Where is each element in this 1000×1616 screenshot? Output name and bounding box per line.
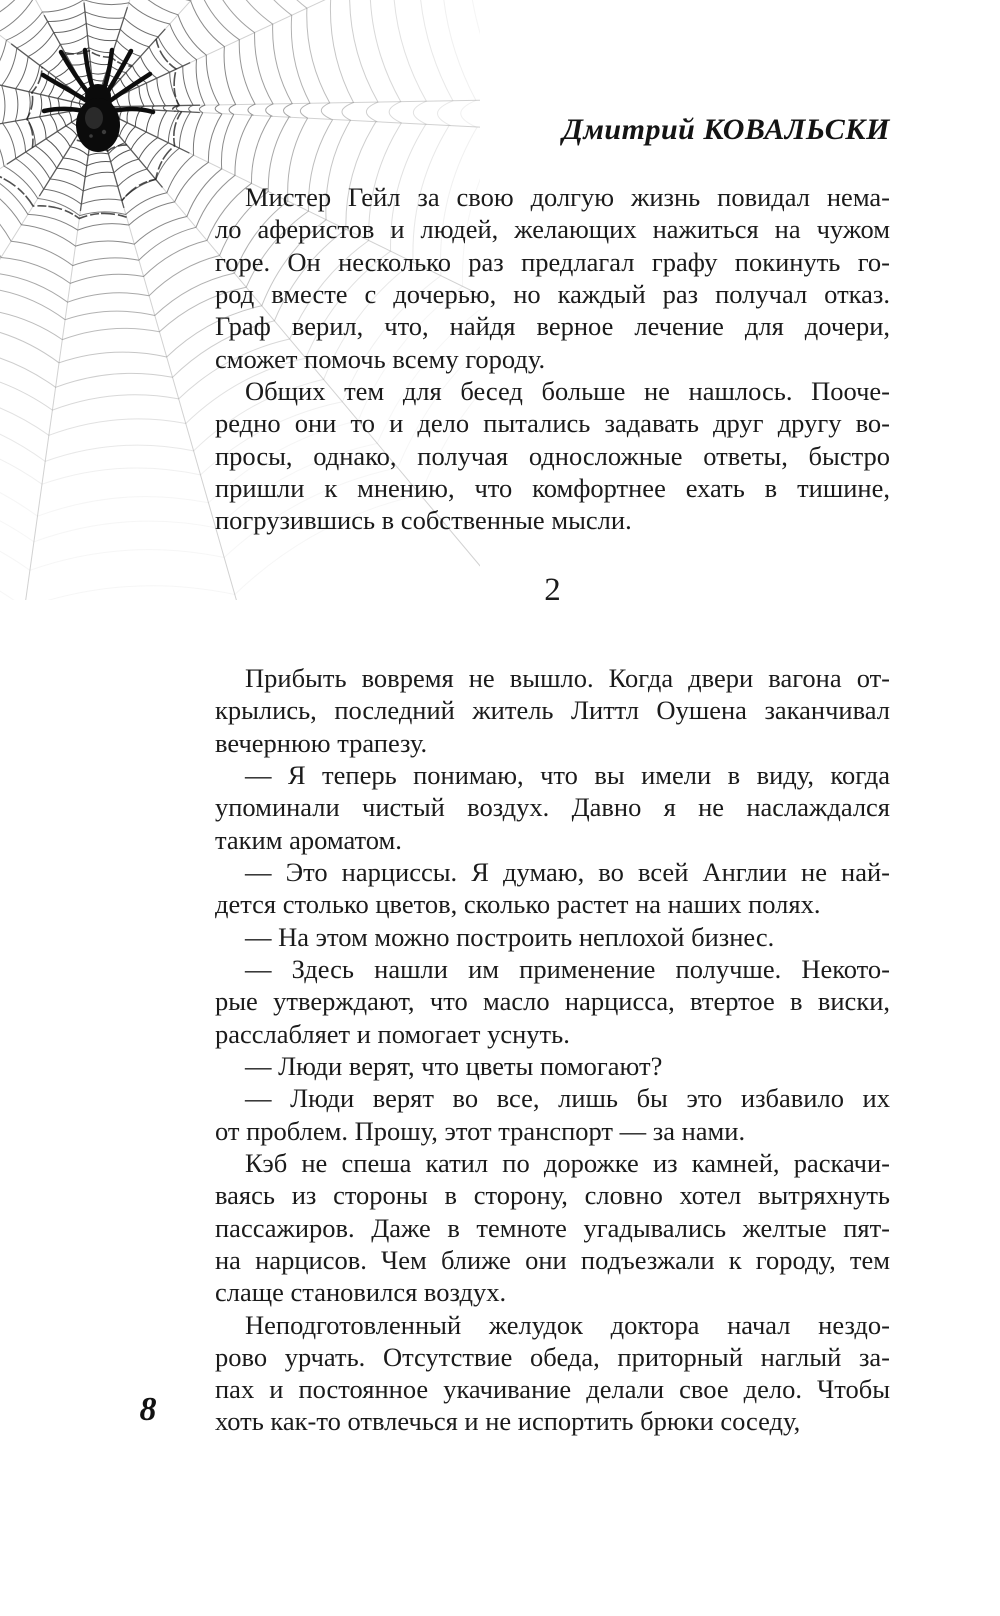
paragraph [215, 1309, 890, 1438]
paragraph [215, 856, 890, 921]
paragraph [215, 921, 890, 953]
text-line: расслабляет и помогает уснуть. [215, 1018, 570, 1049]
author-header: Дмитрий КОВАЛЬСКИ [562, 113, 890, 146]
text-line: — Люди верят, что цветы помогают? [245, 1050, 663, 1081]
text-line: горе. Он несколько раз предлагал графу покинуть го- [215, 246, 890, 277]
paragraph [215, 662, 890, 759]
text-line: Неподготовленный желудок доктора начал нездо- [245, 1309, 890, 1340]
text-line: — Здесь нашли им применение получше. Некото- [245, 953, 890, 984]
spider-icon [43, 50, 153, 152]
text-line: погрузившись в собственные мысли. [215, 505, 632, 536]
paragraph [215, 1147, 890, 1309]
text-line: вечернюю трапезу. [215, 727, 428, 758]
text-line: — Это нарциссы. Я думаю, во всей Англии не най- [245, 856, 890, 887]
text-line: — Я теперь понимаю, что вы имели в виду, когда [245, 759, 890, 790]
text-line: Прибыть вовремя не вышло. Когда двери вагона от- [245, 662, 890, 693]
text-line: просы, однако, получая односложные ответы, быстро [215, 440, 890, 471]
text-line: рово урчать. Отсутствие обеда, приторный наглый за- [215, 1341, 890, 1372]
text-line: крылись, последний житель Литтл Оушена заканчивал [215, 695, 890, 726]
text-line: Общих тем для бесед больше не нашлось. Пооче- [245, 375, 890, 406]
text-line: ваясь из стороны в сторону, словно хотел вытряхнуть [215, 1180, 890, 1211]
paragraph [215, 181, 890, 375]
text-line: упоминали чистый воздух. Давно я не наслаждался [215, 792, 890, 823]
text-line: сможет помочь всему городу. [215, 343, 546, 374]
text-line: род вместе с дочерью, но каждый раз получал отказ. [215, 278, 890, 309]
text-line: слаще становился воздух. [215, 1277, 507, 1308]
paragraph [215, 375, 890, 537]
text-line: Мистер Гейл за свою долгую жизнь повидал нема- [245, 182, 890, 212]
text-line: рые утверждают, что масло нарцисса, втертое в виски, [215, 986, 890, 1017]
text-line: пассажиров. Даже в темноте угадывались желтые пят- [215, 1212, 890, 1243]
text-line: — На этом можно построить неплохой бизнес. [245, 921, 775, 952]
text-line: пах и постоянное укачивание делали свое дело. Чтобы [215, 1374, 890, 1405]
page-number: 8 [139, 1391, 157, 1428]
text-line: от проблем. Прошу, этот транспорт — за нами. [215, 1115, 746, 1146]
text-line: на нарцисов. Чем ближе они подъезжали к городу, тем [215, 1244, 890, 1275]
paragraph [215, 1082, 890, 1147]
body-text [215, 181, 890, 1438]
text-line: дется столько цветов, сколько растет на наших полях. [215, 889, 821, 920]
section-number: 2 [544, 571, 561, 608]
paragraph [215, 953, 890, 1050]
text-line: таким ароматом. [215, 824, 402, 855]
paragraph [215, 759, 890, 856]
text-line: Граф верил, что, найдя верное лечение для дочери, [215, 311, 890, 342]
text-line: пришли к мнению, что комфортнее ехать в тишине, [215, 472, 890, 503]
text-line: ло аферистов и людей, желающих нажиться на чужом [215, 214, 890, 245]
text-line: — Люди верят во все, лишь бы это избавило их [245, 1083, 890, 1114]
text-line: Кэб не спеша катил по дорожке из камней, раскачи- [245, 1147, 890, 1178]
text-line: редно они то и дело пытались задавать друг другу во- [215, 408, 890, 439]
paragraph [215, 1050, 890, 1082]
text-line: хоть как-то отвлечься и не испортить брюки соседу, [215, 1406, 801, 1437]
